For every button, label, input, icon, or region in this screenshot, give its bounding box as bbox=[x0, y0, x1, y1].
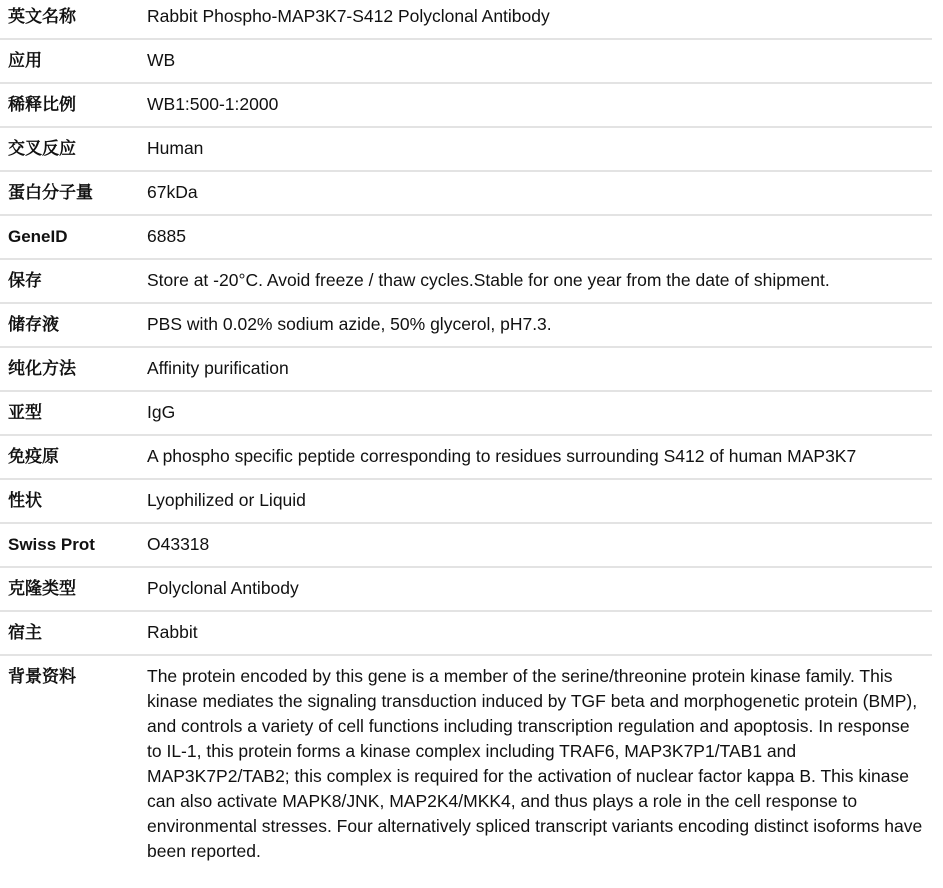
row-label: 交叉反应 bbox=[0, 127, 147, 171]
row-label: 克隆类型 bbox=[0, 567, 147, 611]
row-value: PBS with 0.02% sodium azide, 50% glycerol, pH7.3. bbox=[147, 303, 932, 347]
row-value: WB bbox=[147, 39, 932, 83]
table-row bbox=[0, 127, 932, 171]
table-row bbox=[0, 391, 932, 435]
row-value: 6885 bbox=[147, 215, 932, 259]
table-row bbox=[0, 479, 932, 523]
table-row bbox=[0, 0, 932, 39]
row-value: Polyclonal Antibody bbox=[147, 567, 932, 611]
row-value: Human bbox=[147, 127, 932, 171]
table-row bbox=[0, 435, 932, 479]
row-label: 纯化方法 bbox=[0, 347, 147, 391]
row-label: 稀释比例 bbox=[0, 83, 147, 127]
row-label: 背景资料 bbox=[8, 667, 76, 686]
row-value: Rabbit Phospho-MAP3K7-S412 Polyclonal Antibody bbox=[147, 0, 932, 39]
row-value: Rabbit bbox=[147, 611, 932, 655]
row-value: The protein encoded by this gene is a member of the serine/threonine protein kinase family. This kinase mediates the signaling transduction induced by TGF beta and morphogenetic protein (BMP), and controls a variety of cell functions including transcription regulation and apoptosis. In response to IL-1, this protein forms a kinase complex including TRAF6, MAP3K7P1/TAB1 and MAP3K7P2/TAB2; this complex is required for the activation of nuclear factor kappa B. This kinase can also activate MAPK8/JNK, MAP2K4/MKK4, and thus plays a role in the cell response to environmental stresses. Four alternatively spliced transcript variants encoding distinct isoforms have been reported. bbox=[147, 666, 923, 861]
row-label: 蛋白分子量 bbox=[0, 171, 147, 215]
row-label: 英文名称 bbox=[0, 0, 147, 39]
table-row bbox=[0, 523, 932, 567]
row-value: O43318 bbox=[147, 523, 932, 567]
row-value: A phospho specific peptide corresponding to residues surrounding S412 of human MAP3K7 bbox=[147, 435, 932, 479]
row-label: Swiss Prot bbox=[0, 523, 147, 567]
table-row bbox=[0, 611, 932, 655]
table-row bbox=[0, 655, 932, 873]
row-label: 应用 bbox=[0, 39, 147, 83]
table-row bbox=[0, 39, 932, 83]
table-row bbox=[0, 347, 932, 391]
row-label: 免疫原 bbox=[0, 435, 147, 479]
table-row bbox=[0, 567, 932, 611]
row-label: 性状 bbox=[0, 479, 147, 523]
row-label: GeneID bbox=[0, 215, 147, 259]
row-label: 储存液 bbox=[0, 303, 147, 347]
table-row bbox=[0, 215, 932, 259]
row-value: Store at -20°C. Avoid freeze / thaw cycles.Stable for one year from the date of shipment. bbox=[147, 259, 932, 303]
row-value: WB1:500-1:2000 bbox=[147, 83, 932, 127]
row-label: 亚型 bbox=[0, 391, 147, 435]
row-label: 宿主 bbox=[0, 611, 147, 655]
table-row bbox=[0, 171, 932, 215]
row-value: Lyophilized or Liquid bbox=[147, 479, 932, 523]
row-value: IgG bbox=[147, 391, 932, 435]
row-label: 保存 bbox=[0, 259, 147, 303]
table-row bbox=[0, 259, 932, 303]
row-value: Affinity purification bbox=[147, 347, 932, 391]
row-value: 67kDa bbox=[147, 171, 932, 215]
table-row bbox=[0, 83, 932, 127]
table-row bbox=[0, 303, 932, 347]
